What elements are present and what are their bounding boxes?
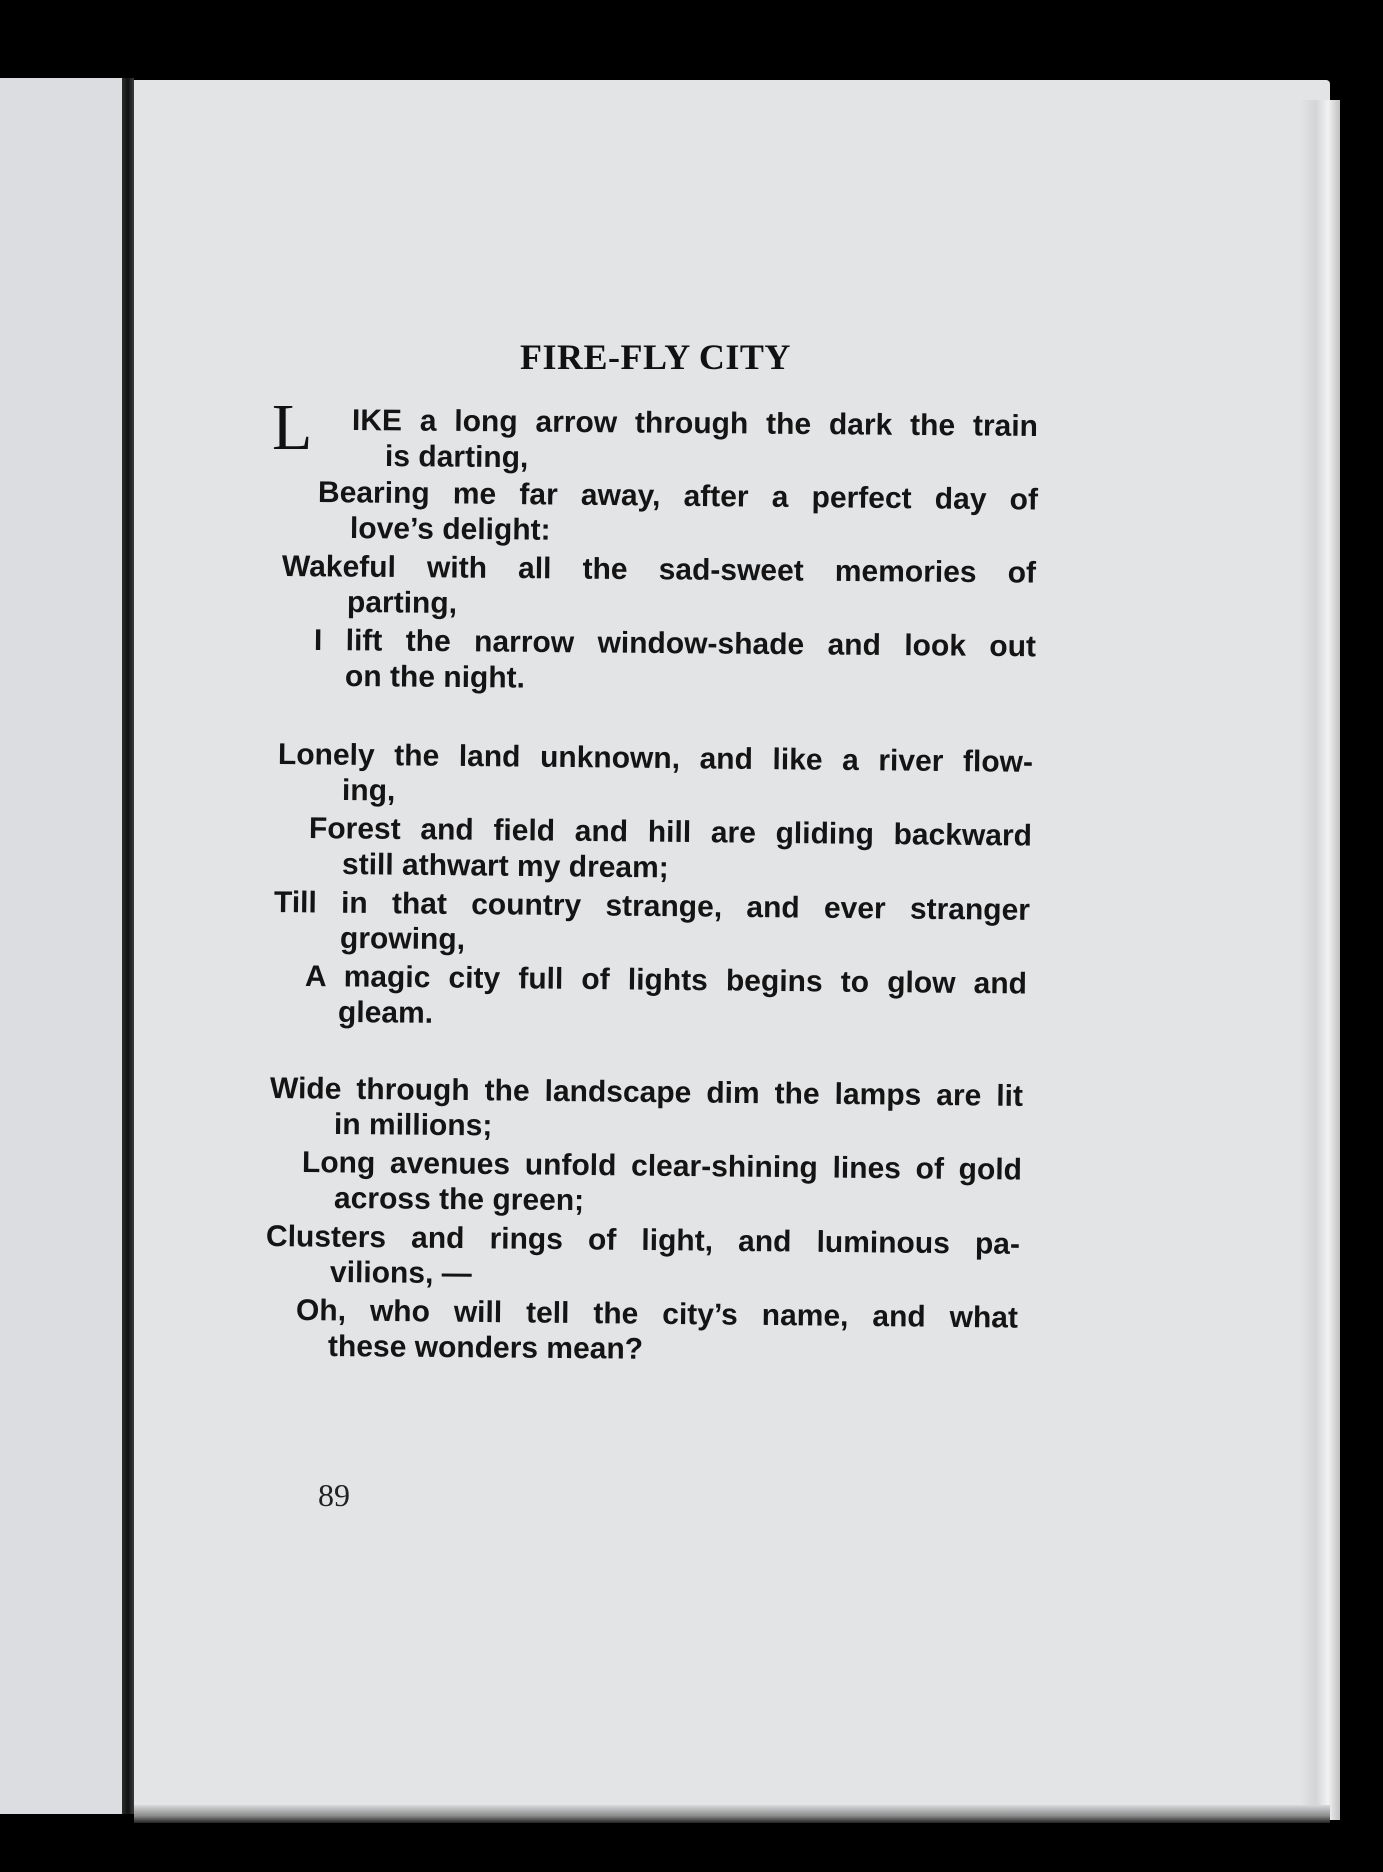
poem-line: Wakeful with all the sad-sweet memories of — [281, 550, 1037, 590]
poem-line-continuation: ing, — [341, 774, 396, 808]
poem-line-continuation: is darting, — [384, 440, 529, 475]
drop-cap: L — [272, 391, 313, 464]
page-number: 89 — [318, 1477, 350, 1513]
page-bottom-shadow — [134, 1805, 1330, 1823]
poem-line-continuation: gleam. — [337, 996, 434, 1030]
book-gutter — [122, 78, 134, 1814]
left-page-edge — [0, 78, 122, 1814]
poem-line-continuation: on the night. — [344, 660, 526, 695]
poem-line: Lonely the land unknown, and like a river flow- — [277, 738, 1034, 779]
poem-line: Oh, who will tell the city’s name, and what — [295, 1294, 1019, 1335]
poem-line: Till in that country strange, and ever stranger — [273, 886, 1031, 927]
poem-line-continuation: across the green; — [333, 1182, 585, 1218]
poem-title: FIRE-FLY CITY — [520, 337, 791, 377]
poem-line-continuation: still athwart my dream; — [341, 848, 669, 885]
poem-line: Wide through the landscape dim the lamps are lit — [269, 1072, 1024, 1113]
poem-line-continuation: love’s delight: — [349, 512, 551, 547]
poem-line: A magic city full of lights begins to glow and — [304, 960, 1028, 1001]
poem-line-continuation: parting, — [346, 586, 458, 620]
poem-line: Forest and field and hill are gliding backward — [308, 812, 1033, 853]
page-fore-edge — [1300, 100, 1340, 1820]
poem-line-continuation: in millions; — [333, 1108, 493, 1143]
poem-line-continuation: these wonders mean? — [327, 1330, 644, 1366]
poem-line: Clusters and rings of light, and luminous pa- — [265, 1220, 1021, 1261]
poem-line: IKE a long arrow through the dark the train — [351, 404, 1039, 443]
poem-line-continuation: growing, — [339, 922, 466, 957]
poem-line-continuation: vilions, — — [329, 1256, 472, 1291]
poem-line: Long avenues unfold clear-shining lines of gold — [301, 1146, 1023, 1187]
poem-line: I lift the narrow window-shade and look out — [313, 624, 1037, 664]
poem-line: Bearing me far away, after a perfect day of — [317, 476, 1039, 517]
